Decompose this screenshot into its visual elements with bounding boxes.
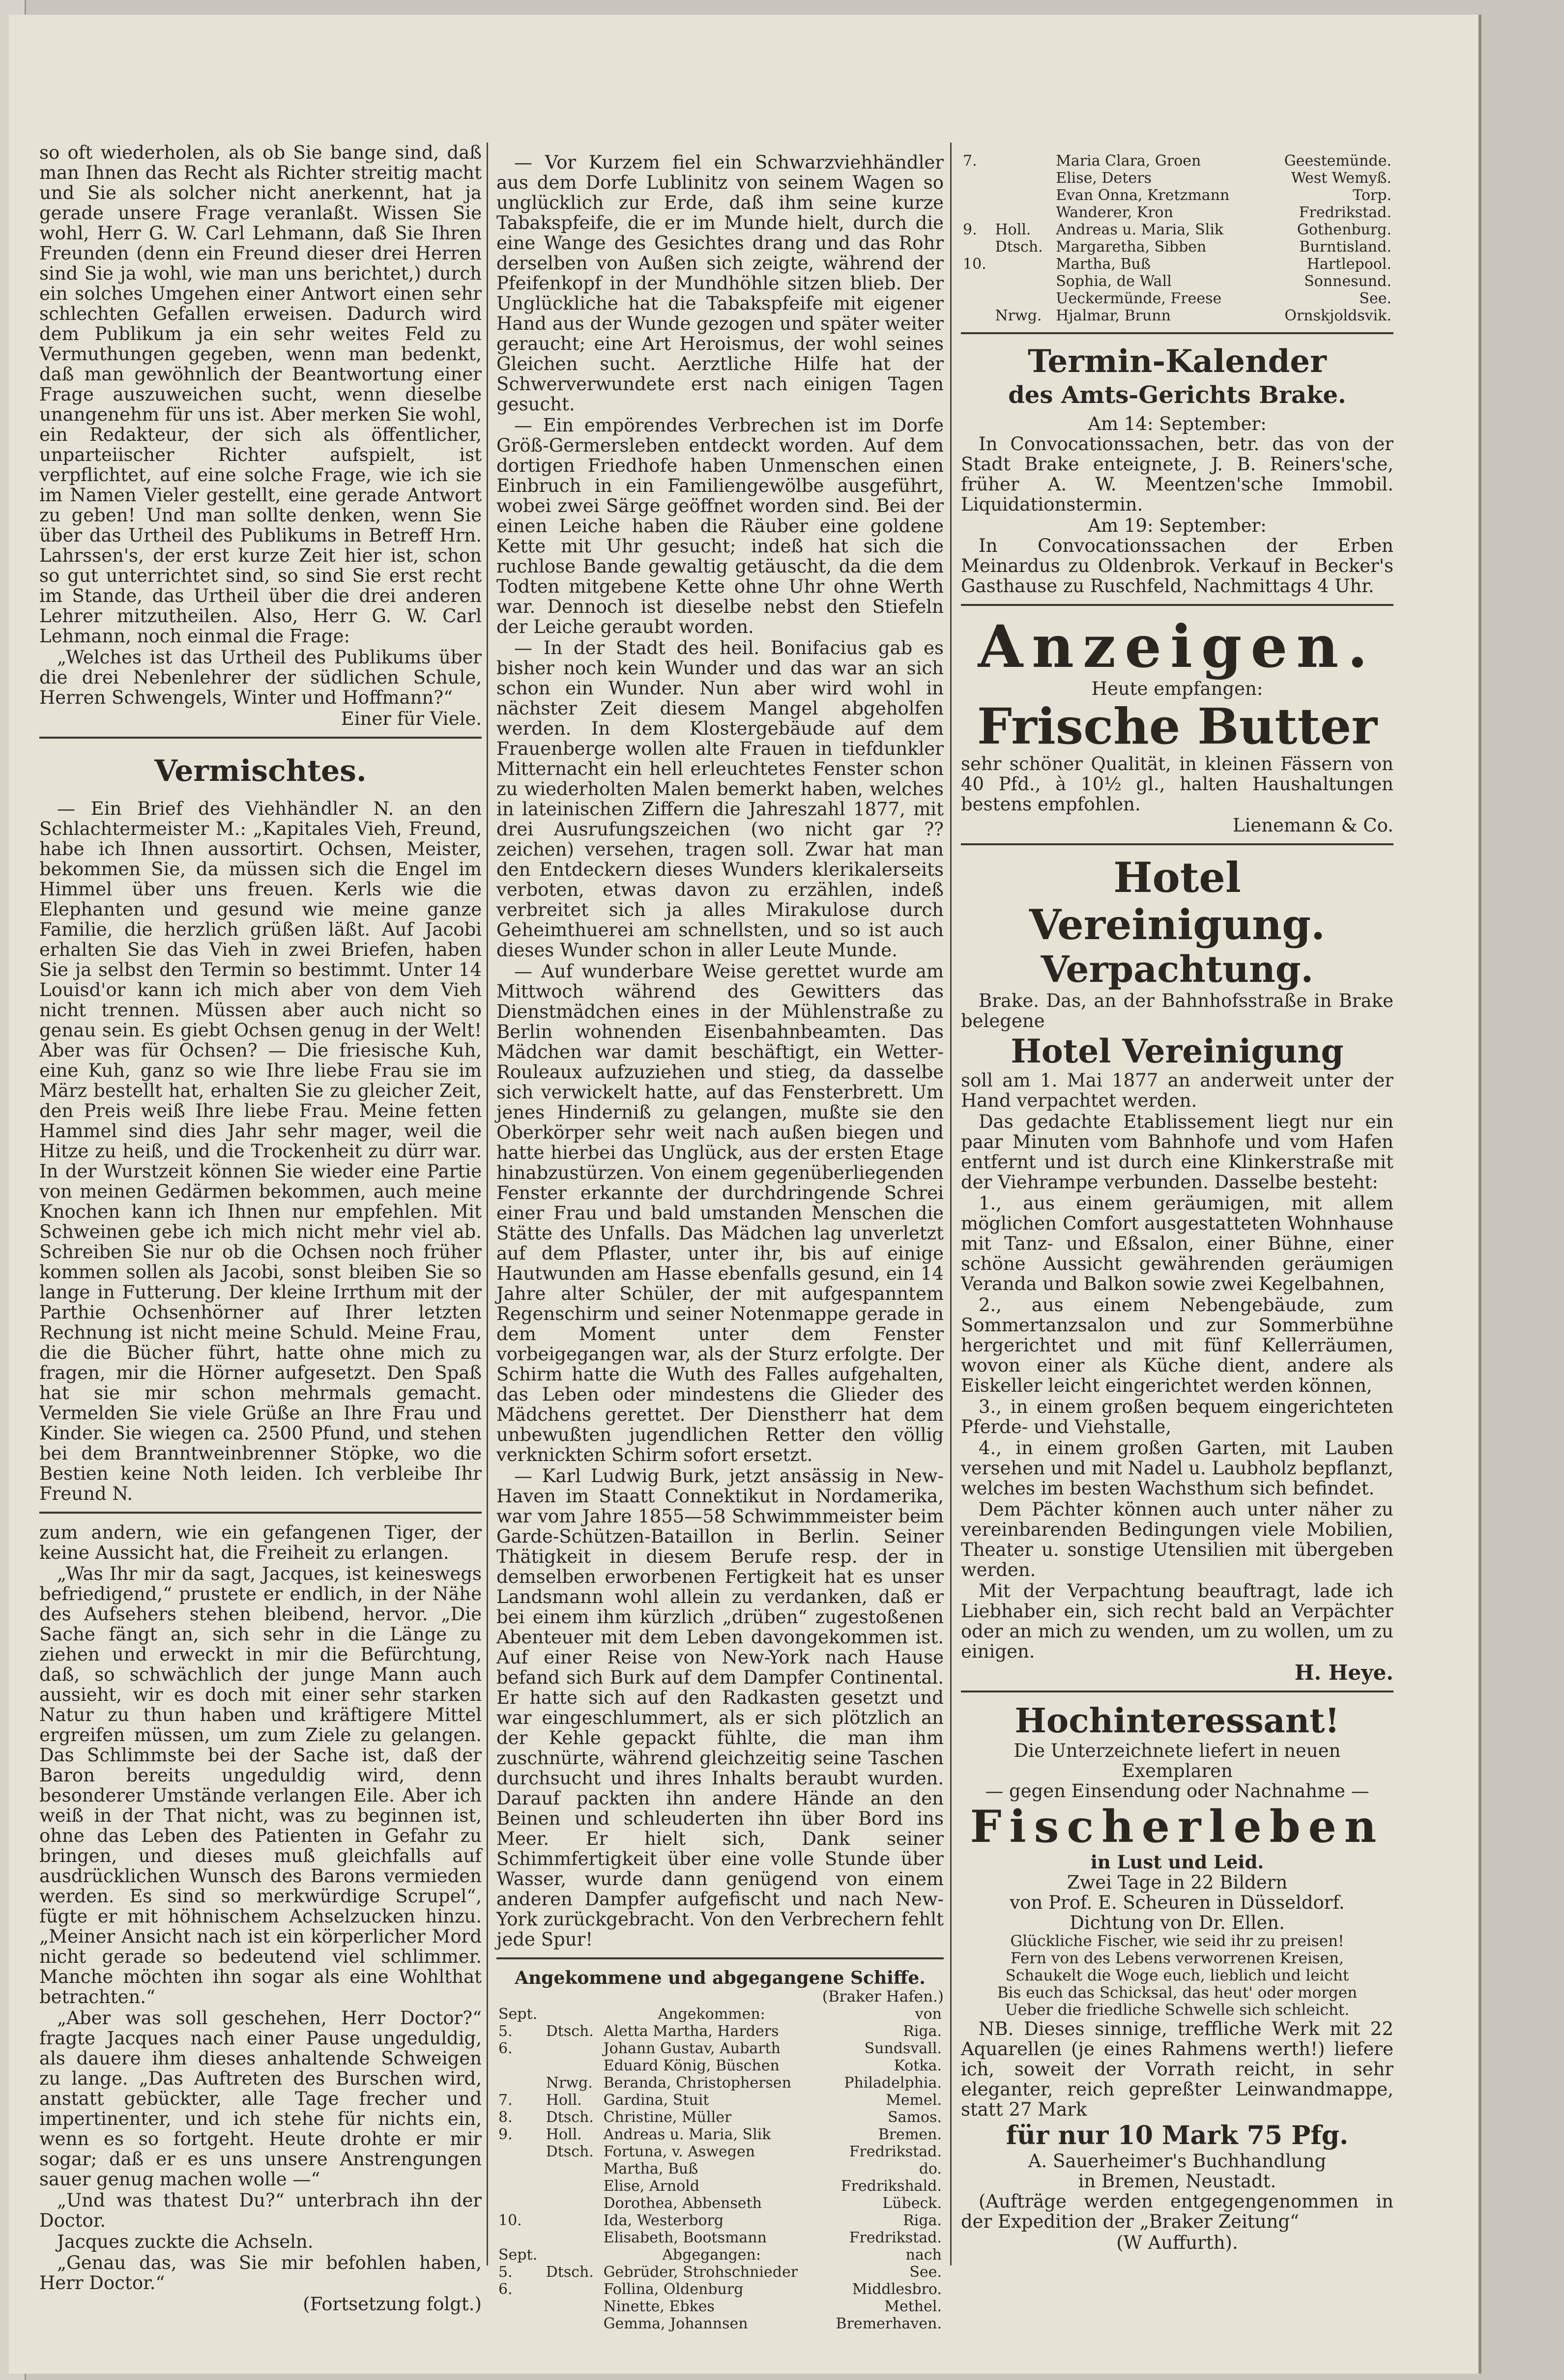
table-cell: Philadelphia. [844,2074,942,2092]
table-cell: Christine, Müller [603,2109,732,2126]
table-cell: 7. [498,2092,513,2109]
hotel-item: 2., aus einem Nebengebäude, zum Sommertanzsalon und zur Sommerbühne hergerichtet und mit fünf Kellerräumen, wovon einer als Küche dient, andere als Eiskeller leicht eingerichtet werden können, [961,1294,1393,1396]
book-poem-line: Schaukelt die Woge euch, lieblich und leicht [1005,1967,1349,1984]
table-row [496,2109,944,2126]
ads-heading: Anzeigen. [978,612,1377,681]
ships-departed-continued [961,152,1393,324]
butter-text: sehr schöner Qualität, in kleinen Fässern von 40 Pfd., à 10½ gl., halten Haushaltungen bestens empfohlen. [961,753,1393,815]
table-header-row [496,2006,944,2023]
table-cell [993,256,1054,273]
table-header-cell: Abgegangen: [662,2246,761,2264]
book-ad-line: Die Unterzeichnete liefert in neuen Exemplaren [1014,1740,1341,1781]
table-cell [544,2057,602,2074]
table-cell: Lübeck. [882,2195,942,2212]
table-cell: do. [919,2160,942,2178]
news-item: — Ein empörendes Verbrechen ist im Dorfe Größ-Germersleben entdeckt worden. Auf dem dortigen Friedhofe haben Unmenschen einen Einbruch in ein Familiengewölbe ausgeführt, wobei zwei Särge geöffnet worden sind. Bei der einen Leiche haben die Räuber eine goldene Kette mit Uhr gesucht; indeß hat sich die ruchlose Bande gewaltig getäuscht, da die dem Todten mitgebene Kette ohne Uhr ohne Werth war. Dennoch ist dieselbe nebst den Stiefeln der Leiche geraubt worden. [496,415,944,637]
table-cell [961,238,993,256]
book-price: für nur 10 Mark 75 Pfg. [1006,2121,1349,2151]
table-cell: Elisabeth, Bootsmann [603,2229,767,2246]
table-row [496,2074,944,2092]
table-cell [496,2178,544,2195]
table-cell: Memel. [886,2092,942,2109]
table-cell: 5. [498,2023,513,2040]
book-title: Fischerleben [970,1801,1385,1853]
article-quote: „Welches ist das Urtheil des Publikums über die drei Nebenlehrer der südlichen Schule, Herren Schwengels, Winter und Hoffmann?“ [39,647,482,708]
termin-subtitle: des Amts-Gerichts Brake. [1008,381,1346,409]
table-cell [496,2143,544,2160]
table-cell [496,2057,544,2074]
table-cell: Samos. [888,2109,942,2126]
book-ad-text: NB. Dieses sinnige, treffliche Werk mit 22 Aquarellen (je eines Rahmens werth!) liefere ich, soweit der Vorrath reicht, in sehr eleganter, reich gepreßter Leinwandmappe, statt 27 Mark [961,2018,1393,2120]
table-row [496,2160,944,2178]
novel-text: „Was Ihr mir da sagt, Jacques, ist keineswegs befriedigend,“ prustete er endlich, in der Nähe des Aufsehers stehen bleibend, hervor. „Die Sache fängt an, sich sehr in die Länge zu ziehen und erweckt in mir die Befürchtung, daß, so schwächlich der junge Mann auch aussieht, wir es doch mit einer sehr starken Natur zu thun haben und kräftigere Mittel ergreifen müssen, um zum Ziele zu gelangen. Das Schlimmste bei der Sache ist, daß der Baron bereits ungeduldig wird, denn besonderer Umstände verlangen Eile. Aber ich weiß in der That nicht, was zu beginnen ist, ohne das Leben des Patienten in Gefahr zu bringen, und dieses muß gleichfalls auf ausdrücklichen Wunsch des Barons vermieden werden. Es sind so merkwürdige Scrupel“, fügte er mit höhnischem Achselzucken hinzu. „Meiner Ansicht nach ist ein körperlicher Mord nicht gerade so bedeutend viel schlimmer. Manche möchten ihn sogar als eine Wohlthat betrachten.“ [39,1563,482,2007]
butter-title: Frische Butter [977,697,1378,755]
table-row [961,170,1393,187]
novel-text: „Und was thatest Du?“ unterbrach ihn der Doctor. [39,2190,482,2231]
table-cell [496,2298,544,2315]
table-cell: Dtsch. [995,238,1043,256]
table-cell: Bremen. [878,2126,942,2143]
table-cell: See. [1359,290,1391,307]
table-header-cell: Sept. [498,2246,538,2264]
news-item: — Karl Ludwig Burk, jetzt ansässig in New-Haven im Staatt Connektikut in Nordamerika, war vom Jahre 1855—58 Schwimmmeister beim Garde-Schützen-Bataillon in Berlin. Seiner Thätigkeit in diesem Berufe resp. der in demselben erworbenen Fertigkeit hat es unser Landsmann wohl allein zu verdanken, daß er bei einem ihm kürzlich „drüben“ zugestoßenen Abenteuer mit dem Leben davongekommen ist. Auf einer Reise von New-York nach Hause befand sich Burk auf dem Dampfer Continental. Er hatte sich auf den Radkasten gesetzt und war eingeschlummert, als er sich plötzlich an der Kehle gepackt fühlte, die man ihm zuschnürte, während gleichzeitig seine Taschen durchsucht und ihres Inhalts beraubt wurden. Darauf packten ihn andere Hände an den Beinen und schleuderten ihn über Bord ins Meer. Er hielt sich, Dank seiner Schimmfertigkeit über eine volle Stunde über Wasser, wurde dann genügend von einem anderen Dampfer aufgefischt und nach New-York zurückgebracht. Von den Verbrechern fehlt jede Spur! [496,1465,944,1950]
novel-text: zum andern, wie ein gefangenen Tiger, der keine Aussicht hat, die Freiheit zu erlangen. [39,1522,482,1563]
novel-text: „Aber was soll geschehen, Herr Doctor?“ fragte Jacques nach einer Pause ungeduldig, als dauere ihm dieses anhaltende Schweigen zu lange. „Das Auftreten des Burschen wird, anstatt gebückter, alle Tage frecher und impertinenter, und ich stehe für nichts ein, wenn es so fortgeht. Heute drohte er mir sogar; daß er es uns unsere Anstrengungen sauer genug machen wolle —“ [39,2007,482,2190]
book-poem-line: Glückliche Fischer, wie seid ihr zu preisen! [1010,1932,1344,1950]
book-poem-line: Ueber die friedliche Schwelle sich schleicht. [1005,2001,1350,2019]
table-cell: Holl. [546,2126,582,2143]
hotel-signature: H. Heye. [1294,1661,1393,1685]
ships-arrived-rows [496,2023,944,2246]
table-cell [544,2229,602,2246]
column-left [39,143,482,2314]
table-cell: Dtsch. [546,2023,594,2040]
table-cell [993,152,1054,170]
table-cell: Dtsch. [546,2109,594,2126]
table-cell [544,2160,602,2178]
table-cell [961,170,993,187]
table-cell [961,204,993,221]
hotel-item: 1., aus einem geräumigen, mit allem möglichen Comfort ausgestatteten Wohnhause mit Tanz- und Eßsalon, einer Bühne, einer schöne Aussicht gewährenden geräumigen Veranda und Balkon sowie zwei Kegelbahnen, [961,1193,1393,1294]
termin-date: Am 19: September: [1088,515,1267,536]
hotel-item: 3., in einem großen bequem eingerichteten Pferde- und Viehstalle, [961,1396,1393,1437]
section-rule [39,737,482,739]
table-cell [496,2074,544,2092]
shop-name: A. Sauerheimer's Buchhandlung [1028,2151,1327,2172]
termin-text: In Convocationssachen der Erben Meinardus zu Oldenbrok. Verkauf in Becker's Gasthause zu Ruschfeld, Nachmittags 4 Uhr. [961,535,1393,597]
termin-date: Am 14: September: [1088,413,1267,434]
section-rule [39,1512,482,1514]
table-cell [961,307,993,324]
ships-continued-rows [961,152,1393,324]
news-item: — Vor Kurzem fiel ein Schwarzviehhändler aus dem Dorfe Lublinitz von seinem Wagen so unglücklich zur Erde, daß ihm seine kurze Tabakspfeife, die er im Munde hielt, durch die eine Wange des Gesichtes drang und das Rohr derselben von Außen sich zeigte, während der Pfeifenkopf in der Mundhöhle sitzen blieb. Der Unglückliche hat die Tabakspfeife mit eigener Hand aus der Wunde gezogen und später weiter geraucht; eine Art Heroismus, der wohl seines Gleichen sucht. Aerztliche Hilfe hat der Schwerverwundete erst nach einigen Tagen gesucht. [496,152,944,415]
table-cell: Dtsch. [546,2264,594,2281]
table-cell: Gardina, Stuit [603,2092,709,2109]
table-cell: Fredrikstad. [849,2229,942,2246]
table-cell: Aletta Martha, Harders [603,2023,779,2040]
table-cell: Elise, Arnold [603,2178,700,2195]
table-cell: Sundsvall. [864,2040,942,2057]
table-cell: West Wemyß. [1291,170,1391,187]
table-cell [993,204,1054,221]
section-rule [961,1691,1393,1692]
table-cell: Middlesbro. [852,2281,942,2298]
hotel-text: Mit der Verpachtung beauftragt, lade ich Liebhaber ein, sich recht bald an Verpächter oder an mich zu wenden, um zu wollen, um zu einigen. [961,1580,1393,1662]
table-cell: Holl. [546,2092,582,2109]
table-header-cell: von [915,2006,942,2023]
table-cell: Fredrikstad. [1299,204,1391,221]
table-cell: Ida, Westerborg [603,2212,724,2229]
table-row [496,2229,944,2246]
column-divider-2 [950,143,952,2265]
book-ad-line: in Lust und Leid. [1090,1851,1264,1873]
table-cell [544,2178,602,2195]
table-cell: Margaretha, Sibben [1056,238,1207,256]
hotel-intro: Brake. Das, an der Bahnhofsstraße in Brake belegene [961,990,1393,1032]
table-row [496,2315,944,2332]
table-row [961,187,1393,204]
table-cell [544,2212,602,2229]
table-row [496,2281,944,2298]
table-row [961,221,1393,238]
column-right [961,152,1393,2253]
book-poem-line: Bis euch das Schicksal, das heut' oder morgen [997,1984,1358,2002]
column-middle [496,152,944,2332]
table-header-cell: Angekommen: [658,2006,765,2023]
table-cell: Torp. [1353,187,1391,204]
table-row [961,238,1393,256]
table-cell: Kotka. [894,2057,942,2074]
table-cell [961,290,993,307]
section-rule [961,332,1393,334]
orders-note: (Aufträge werden entgegengenommen in der Expedition der „Braker Zeitung“ [961,2191,1393,2232]
table-cell [961,187,993,204]
table-cell: Andreas u. Maria, Slik [1056,221,1224,238]
table-cell: Gemma, Johannsen [603,2315,748,2332]
table-cell: Follina, Oldenburg [603,2281,744,2298]
book-ad-line: von Prof. E. Scheuren in Düsseldorf. [1010,1892,1345,1913]
table-cell: See. [909,2264,942,2281]
table-cell [496,2195,544,2212]
table-cell: Ueckermünde, Freese [1056,290,1222,307]
table-cell: Burntisland. [1299,238,1391,256]
table-cell: Fredrikshald. [840,2178,942,2195]
hotel-item: 4., in einem großen Garten, mit Lauben versehen und mit Nadel u. Laubholz bepflanzt, welches im besten Wachsthum sich befindet. [961,1437,1393,1499]
table-cell: 10. [963,256,986,273]
table-cell: 8. [498,2109,513,2126]
table-cell: Gothenburg. [1297,221,1391,238]
table-cell: Nrwg. [995,307,1042,324]
hotel-text: Dem Pächter können auch unter näher zu vereinbarenden Bedingungen viele Mobilien, Theater u. sonstige Utensilien mit übergeben werden. [961,1499,1393,1580]
table-row [496,2178,944,2195]
hotel-name: Hotel Vereinigung [1011,1032,1344,1070]
table-cell: Sophia, de Wall [1056,273,1172,290]
table-row [496,2092,944,2109]
table-header-cell: nach [905,2246,942,2264]
hotel-subtitle: Verpachtung. [1041,948,1314,991]
termin-text: In Convocationssachen, betr. das von der Stadt Brake enteignete, J. B. Reiners'sche, früher A. W. Meentzen'sche Immobil. Liquidationstermin. [961,433,1393,515]
table-cell [993,290,1054,307]
table-row [496,2040,944,2057]
table-cell: Dtsch. [546,2143,594,2160]
book-ad-line: Dichtung von Dr. Ellen. [1070,1912,1285,1933]
table-row [961,204,1393,221]
table-cell [544,2195,602,2212]
table-cell: 5. [498,2264,513,2281]
table-cell: Eduard König, Büschen [603,2057,780,2074]
table-cell: Martha, Buß [603,2160,698,2178]
table-cell: Riga. [903,2023,942,2040]
continued-note: (Fortsetzung folgt.) [303,2294,482,2315]
table-row [496,2212,944,2229]
table-cell: Bremerhaven. [836,2315,942,2332]
table-row [961,152,1393,170]
table-row [496,2298,944,2315]
table-cell: Wanderer, Kron [1056,204,1173,221]
article-text: so oft wiederholen, als ob Sie bange sind, daß man Ihnen das Recht als Richter streitig macht und Sie als solcher nicht anerkennt, hat ja gerade unsere Frage veranlaßt. Wissen Sie wohl, Herr G. W. Carl Lehmann, daß Sie Ihren Freunden (denn ein Freund dieser drei Herren sind Sie ja wohl, wie man uns berichtet,) durch ein solches Umgehen einer Antwort einen sehr schlechten Gefallen erweisen. Dadurch wird dem Publikum ja ein sehr weites Feld zu Vermuthungen gegeben, wenn man bedenkt, daß man gewöhnlich der Beantwortung einer Frage auszuweichen sucht, wenn dieselbe unangenehm für uns ist. Aber merken Sie wohl, ein Redakteur, der sich als öffentlicher, unparteiischer Richter aufspielt, ist verpflichtet, auf eine solche Frage, wie ich sie im Namen Vieler gestellt, eine gerade Antwort zu geben! Und man sollte denken, wenn Sie über das Urtheil des Publikums in Betreff Hrn. Lahrssen's, der erst kurze Zeit hier ist, schon so gut unterrichtet sind, so sind Sie erst recht im Stande, das Urtheil über die drei anderen Lehrer mitzutheilen. Also, Herr G. W. Carl Lehmann, noch einmal die Frage: [39,142,482,647]
table-cell [544,2040,602,2057]
ships-subtitle: (Braker Hafen.) [822,1988,944,2006]
article-signoff: Einer für Viele. [341,708,482,729]
table-cell: Riga. [903,2212,942,2229]
book-ad-line: — gegen Einsendung oder Nachnahme — [985,1780,1369,1802]
table-cell: Evan Onna, Kretzmann [1056,187,1230,204]
butter-intro: Heute empfangen: [1091,678,1263,699]
table-cell: 9. [498,2126,513,2143]
table-cell: Andreas u. Maria, Slik [603,2126,771,2143]
table-cell: 9. [963,221,977,238]
table-cell [544,2298,602,2315]
table-row [496,2143,944,2160]
table-cell: Elise, Deters [1056,170,1152,187]
section-rule [961,604,1393,606]
table-row [496,2023,944,2040]
table-header-row [496,2246,944,2264]
table-row [961,307,1393,324]
column-divider-1 [487,143,488,2265]
table-cell: 7. [963,152,977,170]
hotel-text: soll am 1. Mai 1877 an anderweit unter der Hand verpachtet werden. [961,1070,1393,1111]
table-cell [544,2315,602,2332]
table-cell [496,2315,544,2332]
table-header-cell: Sept. [498,2006,538,2023]
butter-signature: Lienemann & Co. [1233,815,1393,836]
table-cell [961,273,993,290]
section-rule [961,843,1393,845]
table-cell: Fortuna, v. Aswegen [603,2143,755,2160]
table-cell: Nrwg. [546,2074,593,2092]
hotel-title: Hotel Vereinigung. [1029,853,1326,949]
table-cell: Ornskjoldsvik. [1284,307,1391,324]
table-row [496,2264,944,2281]
section-heading: Vermischtes. [154,754,367,788]
table-cell: Johann Gustav, Aubarth [603,2040,781,2057]
table-cell [544,2281,602,2298]
table-cell: Beranda, Christophersen [603,2074,791,2092]
table-cell: 6. [498,2281,513,2298]
table-row [961,256,1393,273]
table-cell: 10. [498,2212,522,2229]
table-row [961,273,1393,290]
ships-title: Angekommene und abgegangene Schiffe. [515,1968,926,1988]
table-row [496,2195,944,2212]
book-poem-line: Fern von des Lebens verworrenen Kreisen, [1011,1950,1344,1967]
book-ad-line: Zwei Tage in 22 Bildern [1067,1872,1288,1893]
table-cell: Dorothea, Abbenseth [603,2195,762,2212]
orders-signature: (W Auffurth). [1116,2232,1238,2253]
hotel-text: Das gedachte Etablissement liegt nur ein paar Minuten vom Bahnhofe und vom Hafen entfernt und ist durch eine Klinkerstraße mit der Viehrampe verbunden. Dasselbe besteht: [961,1111,1393,1193]
table-cell [993,170,1054,187]
table-cell [496,2229,544,2246]
table-row [961,290,1393,307]
news-item: — In der Stadt des heil. Bonifacius gab es bisher noch kein Wunder und das war an sich schon ein Wunder. Nun aber wird wohl in nächster Zeit diesem Mangel abgeholfen werden. In dem Klostergebäude auf dem Frauenberge wollen alte Frauen in tiefdunkler Mitternacht ein hell erleuchtetes Fenster schon zu wiederholten Malen bemerkt haben, welches in lateinischen Ziffern die Jahreszahl 1877, mit drei Ausrufungszeichen (wo nicht gar ??zeichen) versehen, tragen soll. Zwar hat man den Entdeckern dieses Wunders klerikalerseits verboten, etwas davon zu erzählen, indeß verbreitet sich ja alles Mirakulose durch Geheimthuerei am schnellsten, und so ist auch dieses Wunder schon in aller Leute Munde. [496,637,944,961]
table-cell: Geestemünde. [1284,152,1391,170]
table-cell: Maria Clara, Groen [1056,152,1201,170]
table-cell [496,2160,544,2178]
table-cell: Martha, Buß [1056,256,1151,273]
table-cell: Gebrüder, Strohschnieder [603,2264,798,2281]
book-ad-title: Hochinteressant! [1014,1701,1340,1741]
table-cell: Hartlepool. [1306,256,1391,273]
table-cell: Hjalmar, Brunn [1056,307,1171,324]
table-cell [993,187,1054,204]
ships-arrived-table [496,2006,944,2332]
ships-departed-rows [496,2264,944,2332]
table-cell: Ninette, Ebkes [603,2298,715,2315]
table-cell: Sonnesund. [1304,273,1391,290]
table-cell: Holl. [995,221,1031,238]
news-item: — Auf wunderbare Weise gerettet wurde am Mittwoch während des Gewitters das Dienstmädchen eines in der Mühlenstraße zu Berlin wohnenden Eisenbahnbeamten. Das Mädchen war damit beschäftigt, ein Wetter-Rouleaux aufzuziehen und stieg, da dasselbe sich verwickelt hatte, auf das Fensterbrett. Um jenes Hinderniß zu gelangen, mußte sie den Oberkörper sehr weit nach außen biegen und hatte hierbei das Unglück, aus der ersten Etage hinabzustürzen. Von einem gegenüberliegenden Fenster erkannte der durchdringende Schrei einer Frau und bald umstanden Menschen die Stätte des Unfalls. Das Mädchen lag unverletzt auf dem Pflaster, unter ihr, bis auf einige Hautwunden am Hasse ebenfalls gesund, ein 14 Jahre alter Schüler, der mit aufgespanntem Regenschirm und seiner Notenmappe gerade in dem Moment unter dem Fenster vorbeigegangen war, als der Sturz erfolgte. Der Schirm hatte die Wuth des Falles aufgehalten, das Leben oder mindestens die Glieder des Mädchens gerettet. Der Dienstherr hat dem unbewußten jugendlichen Retter den völlig verknickten Schirm sofort ersetzt. [496,961,944,1465]
novel-text: Jacques zuckte die Achseln. [57,2231,314,2252]
table-cell: Methel. [884,2298,942,2315]
termin-title: Termin-Kalender [1028,343,1327,380]
table-cell: 6. [498,2040,513,2057]
novel-text: „Genau das, was Sie mir befohlen haben, Herr Doctor.“ [39,2252,482,2294]
table-row [496,2057,944,2074]
article-text: — Ein Brief des Viehhändler N. an den Schlachtermeister M.: „Kapitales Vieh, Freund, habe ich Ihnen aussortirt. Ochsen, Meister, bekommen Sie, da müssen sich die Engel im Himmel über uns freuen. Kerls wie die Elephanten und gesund wie meine ganze Familie, die herzlich grüßen läßt. Auf Jacobi erhalten Sie das Vieh in zwei Briefen, haben Sie ja selbst den Termin so bestimmt. Unter 14 Louisd'or kann ich mich aber von dem Vieh nicht trennen. Müssen aber auch nicht so genau sein. Es giebt Ochsen genug in der Welt! Aber was für Ochsen? — Die friesische Kuh, eine Kuh, ganz so wie Ihre liebe Frau sie im März bestellt hat, erhalten Sie zu gleicher Zeit, den Preis weiß Ihre liebe Frau. Meine fetten Hammel sind dies Jahr sehr mager, weil die Hitze zu heiß, und die Trockenheit zu dürr war. In der Wurstzeit können Sie wieder eine Partie von meinen Gedärmen bekommen, auch meine Knochen kann ich Ihnen nur empfehlen. Mit Schweinen gebe ich mich nicht mehr viel ab. Schreiben Sie nur ob die Ochsen noch früher kommen sollen als Jacobi, sonst bleiben Sie so lange in Futterung. Der kleine Irrthum mit der Parthie Ochsenhörner auf Ihrer letzten Rechnung ist nicht meine Schuld. Meine Frau, die die Bücher führt, hatte ohne mich zu fragen, mir die Hörner aufgesetzt. Den Spaß hat sie mir schon mehrmals gemacht. Vermelden Sie viele Grüße an Ihre Frau und Kinder. Sie wiegen ca. 2500 Pfund, und stehen bei dem Branntweinbrenner Stöpke, wo die Bestien keine Noth leiden. Ich verbleibe Ihr Freund N. [39,798,482,1504]
table-cell [993,273,1054,290]
table-cell: Fredrikstad. [849,2143,942,2160]
shop-location: in Bremen, Neustadt. [1078,2171,1276,2192]
section-rule [496,1957,944,1959]
table-row [496,2126,944,2143]
